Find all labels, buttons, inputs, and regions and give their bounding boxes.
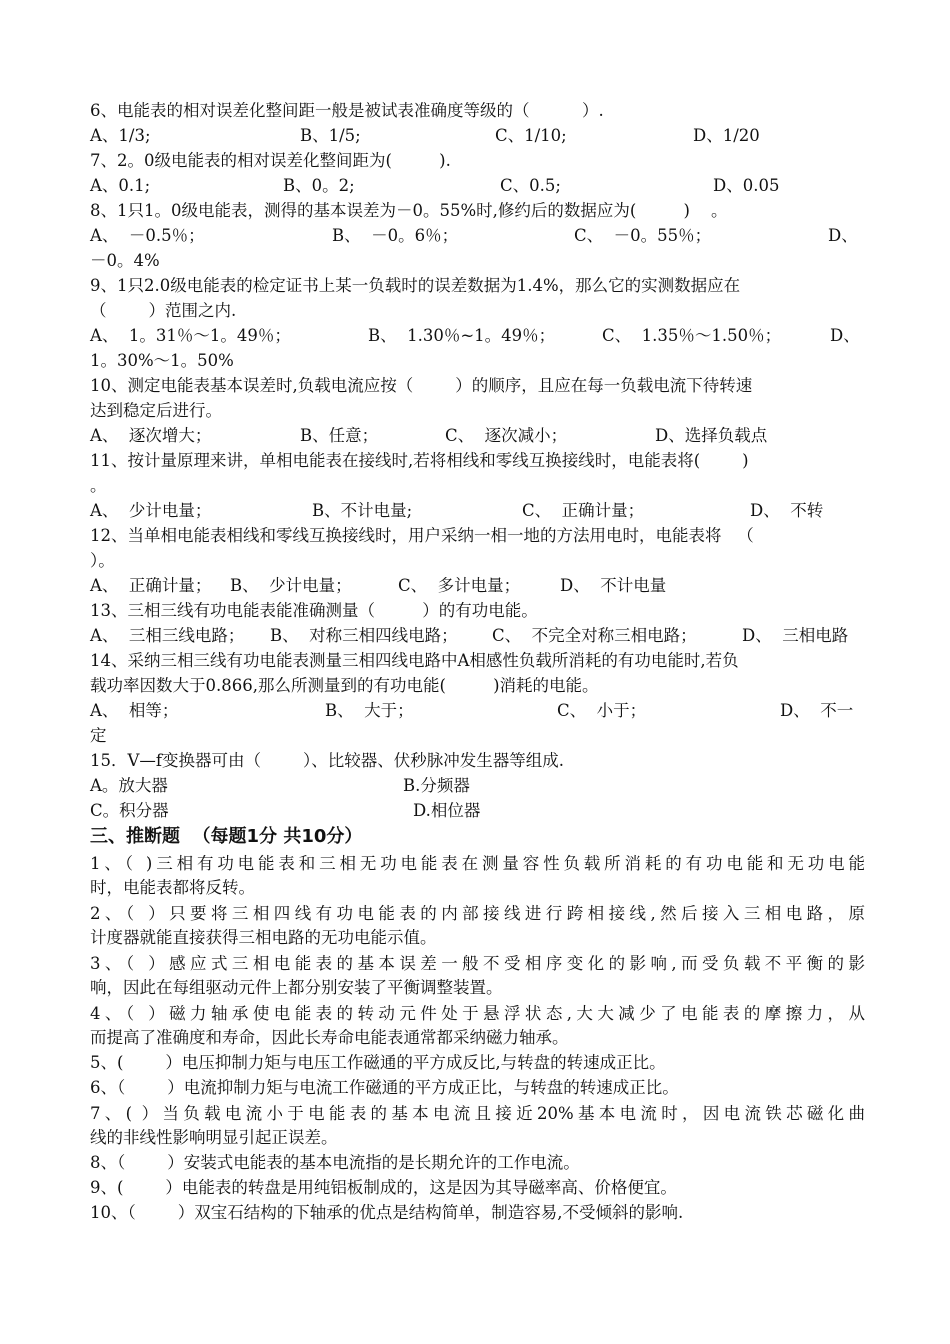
option-c: C、0.5; xyxy=(500,176,561,195)
tf-9: 9、( ）电能表的转盘是用纯铝板制成的，这是因为其导磁率高、价格便宜。 xyxy=(90,1178,677,1197)
section-title: 三、推断题 （每题1分 共10分） xyxy=(90,826,363,847)
tf-8: 8、（ ）安装式电能表的基本电流指的是长期允许的工作电流。 xyxy=(90,1153,580,1172)
option-a: A、 正确计量； xyxy=(90,576,212,595)
question-14-line-1: 14、采纳三相三线有功电能表测量三相四线电路中A相感性负载所消耗的有功电能时,若负 xyxy=(90,651,739,670)
option-c: C、 －0。55％； xyxy=(574,226,712,245)
tf-3-line-1: 3、（ ）感应式三相电能表的基本误差一般不受相序变化的影响,而受负载不平衡的影 xyxy=(90,954,865,973)
options-15-row-2 xyxy=(90,798,865,823)
option-b: B、 大于； xyxy=(325,701,414,720)
option-a: A、 逐次增大； xyxy=(90,426,212,445)
option-c: C、 多计电量； xyxy=(398,576,521,595)
option-a: A、 1。31％～1。49％； xyxy=(90,326,291,345)
option-d: D.相位器 xyxy=(413,801,481,820)
option-c: C、1/10; xyxy=(495,126,567,145)
tf-1-line-2: 时，电能表都将反转。 xyxy=(90,878,255,897)
question-12-line-1: 12、当单相电能表相线和零线互换接线时，用户采纳一相一地的方法用电时，电能表将 （ xyxy=(90,526,754,545)
tf-6: 6、（ ）电流抑制力矩与电流工作磁通的平方成正比，与转盘的转速成正比。 xyxy=(90,1078,679,1097)
option-d: D、0.05 xyxy=(713,176,780,195)
question-8: 8、1只1。0级电能表，测得的基本误差为－0。55%时,修约后的数据应为( ) 。 xyxy=(90,201,728,220)
option-d-continued: 定 xyxy=(90,726,107,745)
option-c: C。积分器 xyxy=(90,801,169,820)
option-a: A、 少计电量； xyxy=(90,501,212,520)
tf-4-line-1: 4、（ ）磁力轴承使电能表的转动元件处于悬浮状态,大大减少了电能表的摩擦力，从 xyxy=(90,1004,865,1023)
question-9-line-2: （ ）范围之内. xyxy=(90,301,237,320)
tf-10: 10、（ ）双宝石结构的下轴承的优点是结构简单，制造容易,不受倾斜的影响. xyxy=(90,1203,684,1222)
option-b: B、1/5; xyxy=(300,126,361,145)
question-10-line-1: 10、测定电能表基本误差时,负载电流应按（ ）的顺序，且应在每一负载电流下待转速 xyxy=(90,376,753,395)
options-12 xyxy=(90,573,865,598)
option-a: A、 －0.5％； xyxy=(90,226,205,245)
option-c: C、 小于； xyxy=(557,701,647,720)
options-6 xyxy=(90,123,865,148)
option-d: D、 三相电路 xyxy=(742,626,849,645)
option-d: D、选择负载点 xyxy=(655,426,768,445)
option-b: B.分频器 xyxy=(403,776,470,795)
option-d: D、 不计电量 xyxy=(560,576,667,595)
document-page xyxy=(90,98,865,1225)
question-6: 6、电能表的相对误差化整间距一般是被试表准确度等级的（ ）. xyxy=(90,101,604,120)
options-11 xyxy=(90,498,865,523)
option-b: B、不计电量; xyxy=(312,501,413,520)
option-b: B、 少计电量； xyxy=(230,576,352,595)
options-8 xyxy=(90,223,865,248)
options-7 xyxy=(90,173,865,198)
option-b: B、任意； xyxy=(300,426,379,445)
option-a: A、 三相三线电路； xyxy=(90,626,245,645)
tf-3-line-2: 响，因此在每组驱动元件上都分别安装了平衡调整装置。 xyxy=(90,978,503,997)
option-c: C、 1.35％～1.50％； xyxy=(602,326,782,345)
options-9 xyxy=(90,323,865,348)
tf-7-line-1: 7、( ）当负载电流小于电能表的基本电流且接近20%基本电流时，因电流铁芯磁化曲 xyxy=(90,1104,865,1123)
options-15-row-1 xyxy=(90,773,865,798)
option-d: D、 xyxy=(830,326,860,345)
tf-2-line-2: 计度器就能直接获得三相电路的无功电能示值。 xyxy=(90,928,437,947)
tf-1-line-1: 1、（ )三相有功电能表和三相无功电能表在测量容性负载所消耗的有功电能和无功电能 xyxy=(90,854,865,873)
option-d: D、 不一 xyxy=(780,701,854,720)
option-a: A、 相等； xyxy=(90,701,179,720)
question-10-line-2: 达到稳定后进行。 xyxy=(90,401,222,420)
question-15: 15．V—f变换器可由（ ）、比较器、伏秒脉冲发生器等组成. xyxy=(90,751,564,770)
question-13: 13、三相三线有功电能表能准确测量（ ）的有功电能。 xyxy=(90,601,538,620)
option-d-continued: －0。4% xyxy=(90,251,160,270)
option-a: A、1/3; xyxy=(90,126,151,145)
tf-2-line-1: 2、（ ）只要将三相四线有功电能表的内部接线进行跨相接线,然后接入三相电路，原 xyxy=(90,904,865,923)
question-9-line-1: 9、1只2.0级电能表的检定证书上某一负载时的误差数据为1.4%，那么它的实测数据应在 xyxy=(90,276,741,295)
question-7: 7、2。0级电能表的相对误差化整间距为( ). xyxy=(90,151,451,170)
option-c: C、 不完全对称三相电路； xyxy=(492,626,697,645)
tf-4-line-2: 而提高了准确度和寿命，因此长寿命电能表通常都采纳磁力轴承。 xyxy=(90,1028,569,1047)
option-d-continued: 1。30%～1。50% xyxy=(90,351,234,370)
option-d: D、 不转 xyxy=(750,501,824,520)
options-13 xyxy=(90,623,865,648)
tf-5: 5、( ）电压抑制力矩与电压工作磁通的平方成反比,与转盘的转速成正比。 xyxy=(90,1053,666,1072)
tf-7-line-2: 线的非线性影响明显引起正误差。 xyxy=(90,1128,338,1147)
options-14 xyxy=(90,698,865,723)
options-10 xyxy=(90,423,865,448)
option-c: C、 逐次减小； xyxy=(445,426,568,445)
option-d: D、1/20 xyxy=(693,126,760,145)
question-11-line-2: 。 xyxy=(90,476,107,495)
option-b: B、 1.30％~1。49％； xyxy=(368,326,556,345)
option-b: B、 对称三相四线电路； xyxy=(270,626,458,645)
question-11-line-1: 11、按计量原理来讲，单相电能表在接线时,若将相线和零线互换接线时，电能表将( ) xyxy=(90,451,749,470)
option-a: A。放大器 xyxy=(90,776,168,795)
option-c: C、 正确计量； xyxy=(522,501,645,520)
option-d: D、 xyxy=(828,226,858,245)
question-14-line-2: 载功率因数大于0.866,那么所测量到的有功电能( )消耗的电能。 xyxy=(90,676,599,695)
option-b: B、0。2; xyxy=(283,176,355,195)
option-b: B、 －0。6％； xyxy=(332,226,459,245)
question-12-line-2: ）。 xyxy=(90,551,115,570)
option-a: A、0.1; xyxy=(90,176,151,195)
